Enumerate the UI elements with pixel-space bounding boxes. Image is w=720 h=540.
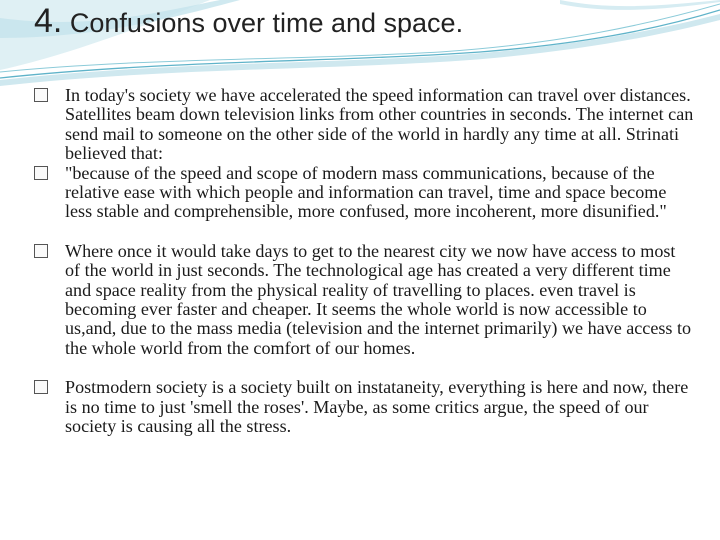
slide-title: [34, 2, 463, 41]
bullet-box-icon: [34, 166, 48, 180]
bullet-item: [34, 242, 694, 358]
bullet-text: In today's society we have accelerated the speed information can travel over distances. Satellites beam down television links from other countries in seconds. The internet can send mail to someone on the other side of the world in hardly any time at all. Strinati believed that:: [65, 85, 694, 164]
bullet-item: [34, 164, 694, 222]
title-text: Confusions over time and space.: [62, 8, 464, 38]
bullet-box-icon: [34, 380, 48, 394]
bullet-box-icon: [34, 88, 48, 102]
bullet-item: [34, 378, 694, 436]
bullet-text: "because of the speed and scope of modern mass communications, because of the relative ease with which people and information can travel, time and space become less stable and comprehensible, more confused, more incoherent, more disunified.": [65, 162, 667, 222]
bullet-text: Where once it would take days to get to the nearest city we now have access to most of the world in just seconds. The technological age has created a very different time and space reality from the physical reality of travelling to places. even travel is becoming ever faster and cheaper. It seems the whole world is now accessible to us,and, due to the mass media (television and the internet primarily) we have access to the whole world from the comfort of our homes.: [65, 240, 692, 358]
bullet-list: [34, 86, 694, 437]
bullet-text: Postmodern society is a society built on instataneity, everything is here and now, there is no time to just 'smell the roses'. Maybe, as some critics argue, the speed of our society is causing all the stress.: [65, 377, 689, 437]
bullet-box-icon: [34, 244, 48, 258]
title-number: 4.: [34, 2, 63, 40]
bullet-item: [34, 86, 694, 164]
